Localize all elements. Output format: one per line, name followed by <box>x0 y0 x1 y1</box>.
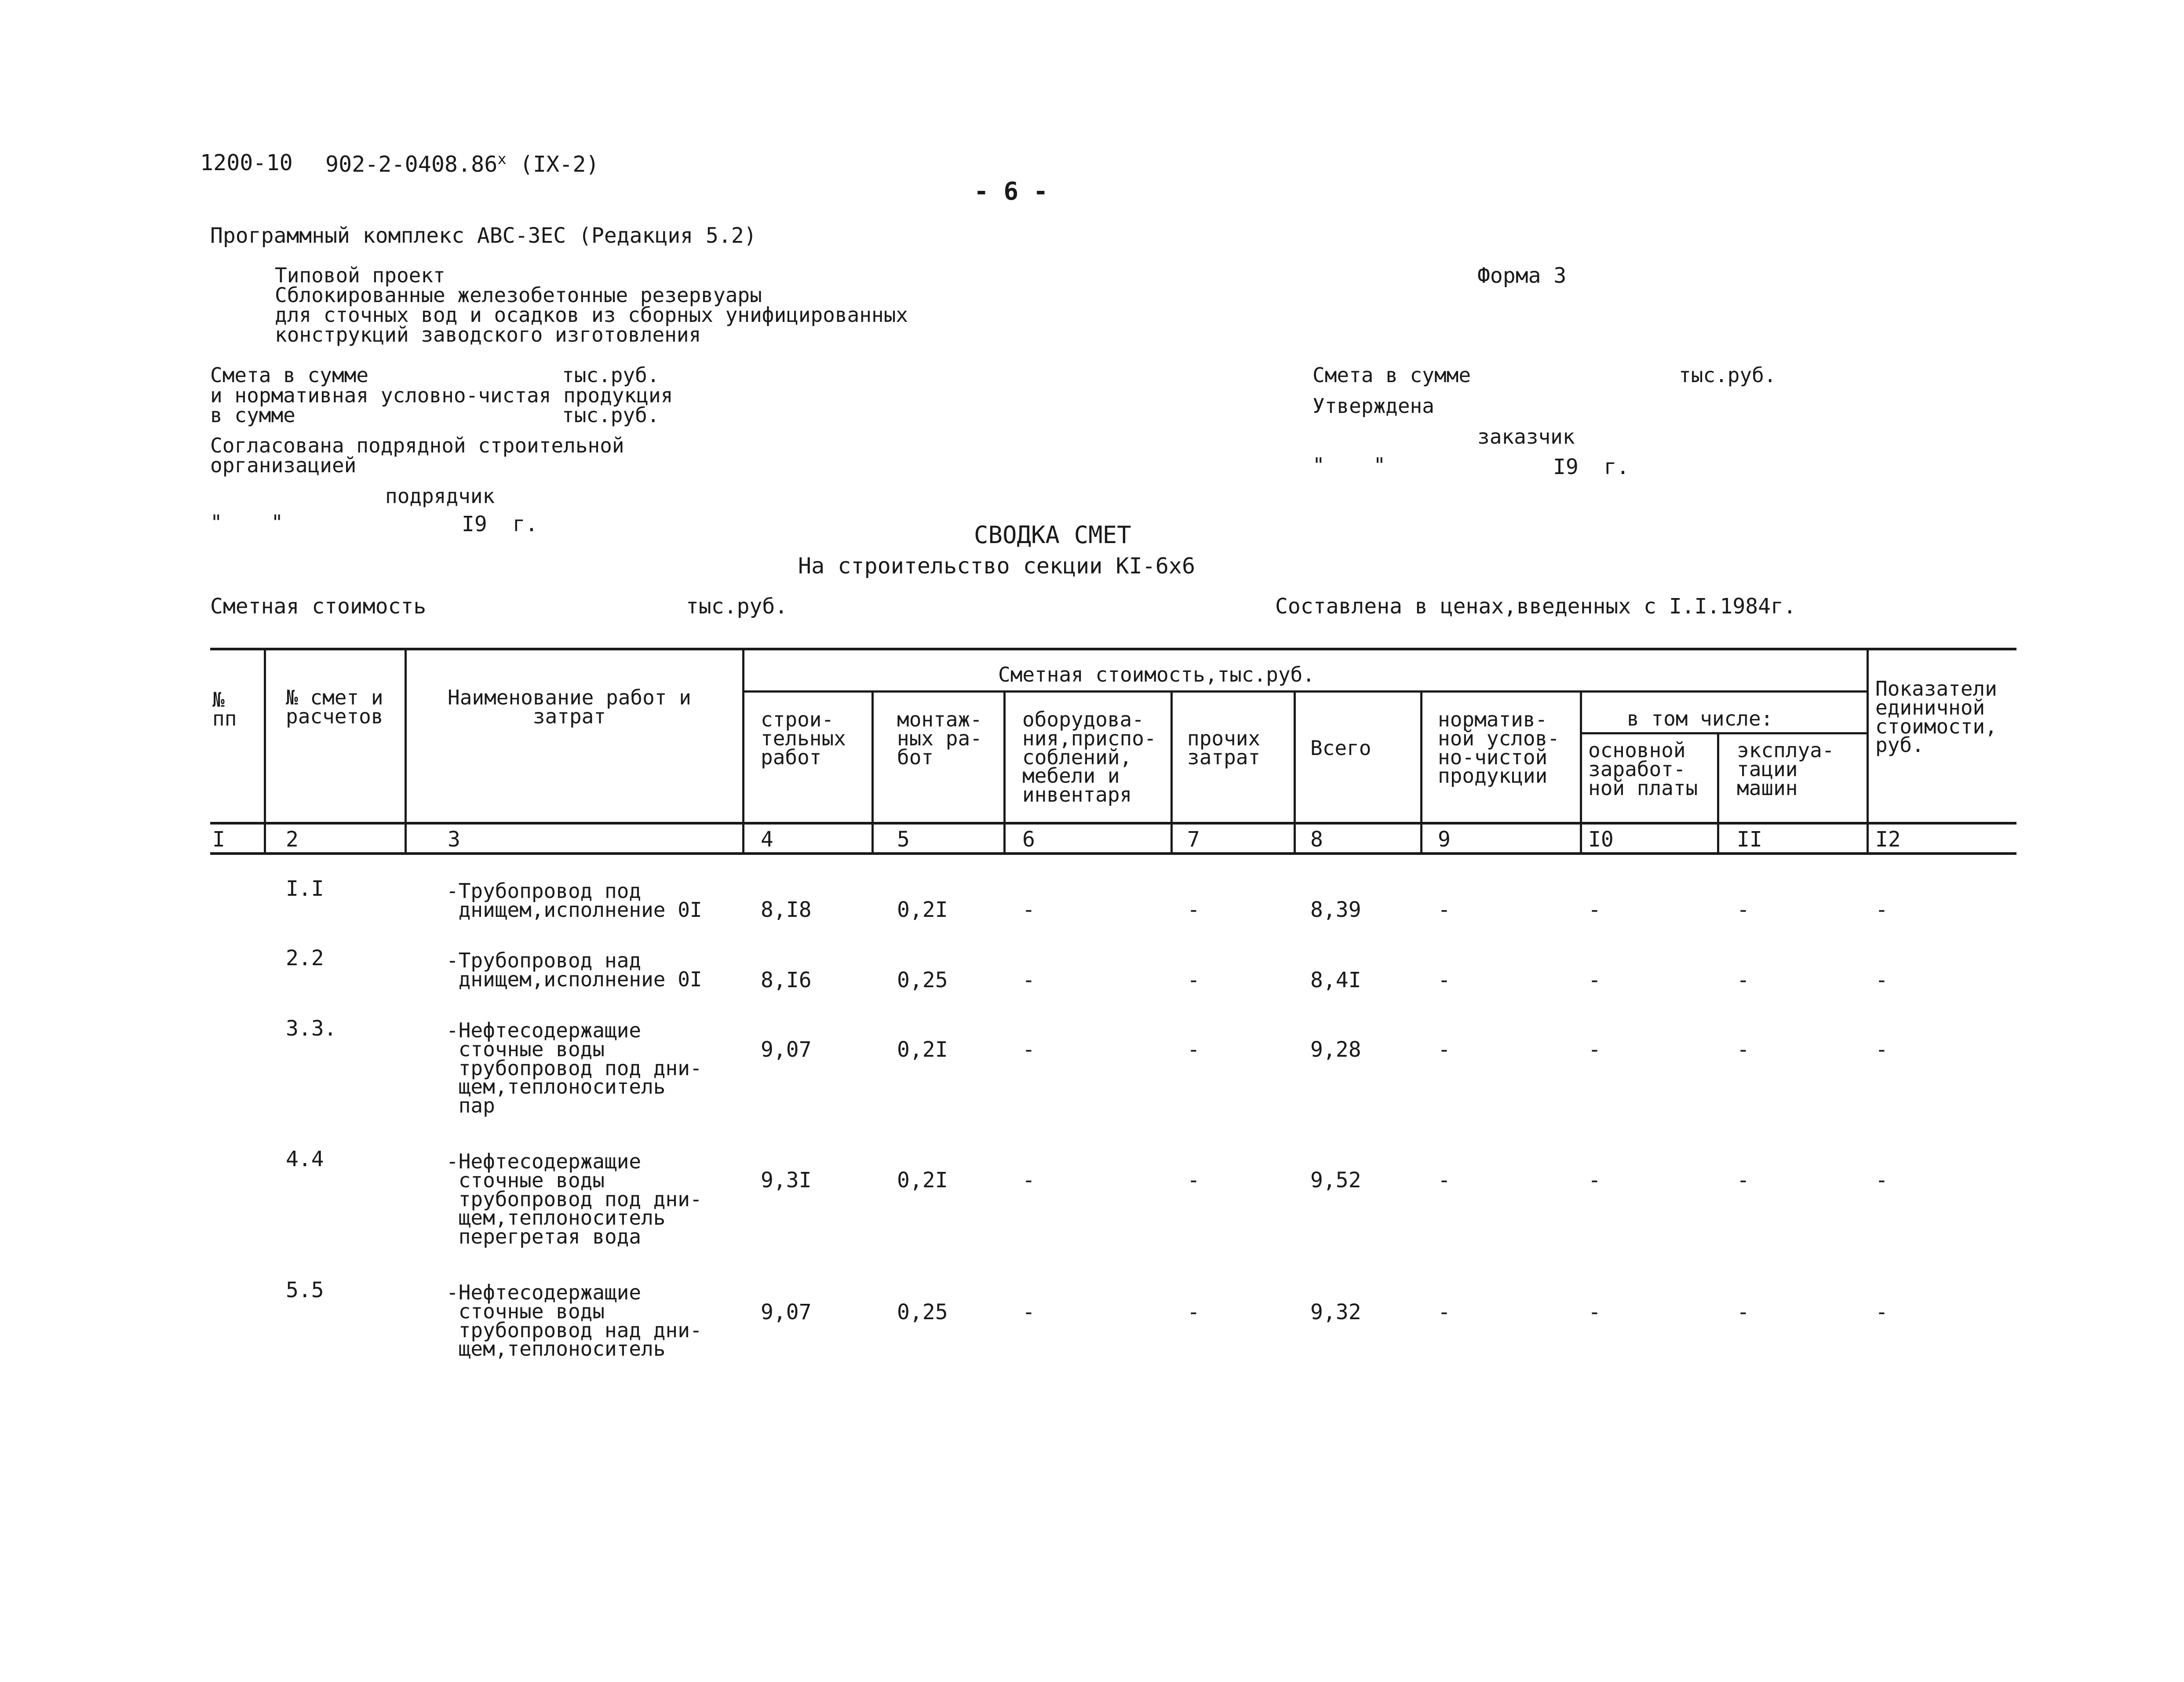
column-number-2: 2 <box>286 827 299 852</box>
col-divider-6 <box>1170 690 1173 854</box>
left-estimate-sum: Смета в сумме <box>210 363 369 387</box>
row-normative-product: - <box>1438 1037 1451 1062</box>
in-sum-unit: тыс.руб. <box>562 403 660 427</box>
left-estimate-unit: тыс.руб. <box>562 363 660 387</box>
page-number: - 6 - <box>974 177 1048 206</box>
group-header-line <box>743 690 1869 693</box>
row-unit-cost-indicators: - <box>1875 1168 1888 1193</box>
row-work-name: -Нефтесодержащие сточные воды трубопровод под дни- щем,теплоноситель перегретая вода <box>446 1149 702 1249</box>
row-equipment-cost: - <box>1022 1037 1035 1062</box>
agreed-line-2: организацией <box>210 453 357 477</box>
row-equipment-cost: - <box>1022 968 1035 992</box>
row-machine-operation: - <box>1737 898 1750 922</box>
doc-code: 902-2-0408.86 <box>325 151 498 177</box>
col-divider-3 <box>742 648 744 854</box>
column-number-9: 9 <box>1438 827 1451 852</box>
header-col-8: Всего <box>1310 736 1371 760</box>
row-unit-cost-indicators: - <box>1875 1300 1888 1324</box>
header-col-4: строи- тельных работ <box>761 708 846 769</box>
column-number-8: 8 <box>1310 827 1323 852</box>
right-date-year: I9 г. <box>1553 455 1630 479</box>
row-number: 4.4 <box>286 1147 324 1171</box>
cost-label: Сметная стоимость <box>210 594 427 619</box>
project-line-1: Типовой проект <box>275 263 445 287</box>
row-base-wages: - <box>1588 898 1601 922</box>
row-construction-cost: 8,I6 <box>761 968 812 992</box>
header-col-5: монтаж- ных ра- бот <box>897 708 982 769</box>
subgroup-header-line <box>1581 732 1869 734</box>
row-other-cost: - <box>1187 1300 1200 1324</box>
document-subtitle: На строительство секции КI-6х6 <box>798 553 1196 579</box>
row-construction-cost: 8,I8 <box>761 898 812 922</box>
row-equipment-cost: - <box>1022 1300 1035 1324</box>
row-base-wages: - <box>1588 968 1601 992</box>
approved-label: Утверждена <box>1313 394 1434 418</box>
column-number-3: 3 <box>448 827 460 852</box>
row-construction-cost: 9,07 <box>761 1300 812 1324</box>
row-number: 2.2 <box>286 946 324 971</box>
col-divider-8 <box>1420 690 1422 854</box>
prices-note: Составлена в ценах,введенных с I.I.1984г. <box>1275 594 1796 619</box>
contractor-label: подрядчик <box>385 484 495 508</box>
row-work-name: -Нефтесодержащие сточные воды трубопровод под дни- щем,теплоноситель пар <box>446 1018 702 1118</box>
document-code <box>325 152 599 175</box>
document-title: СВОДКА СМЕТ <box>974 521 1131 549</box>
column-number-12: I2 <box>1875 827 1901 852</box>
header-col-1: № пп <box>212 688 237 730</box>
doc-part: (IX-2) <box>519 151 599 177</box>
project-line-3: для сточных вод и осадков из сборных унифицированных <box>275 303 908 327</box>
row-other-cost: - <box>1187 1037 1200 1062</box>
row-construction-cost: 9,07 <box>761 1037 812 1062</box>
row-unit-cost-indicators: - <box>1875 1037 1888 1062</box>
sheet-code: 1200-10 <box>200 150 293 175</box>
table-top-border <box>210 648 2016 650</box>
right-estimate-sum: Смета в сумме <box>1313 363 1471 387</box>
right-estimate-unit: тыс.руб. <box>1679 363 1776 387</box>
form-label: Форма 3 <box>1477 263 1567 288</box>
row-installation-cost: 0,2I <box>897 1168 948 1193</box>
row-work-name: -Трубопровод под днищем,исполнение 0I <box>446 879 702 922</box>
col-divider-10 <box>1717 732 1719 854</box>
row-normative-product: - <box>1438 968 1451 992</box>
row-construction-cost: 9,3I <box>761 1168 812 1193</box>
header-col-2: № смет и расчетов <box>286 686 383 728</box>
row-work-name: -Трубопровод над днищем,исполнение 0I <box>446 949 702 991</box>
doc-suffix: x <box>497 150 507 168</box>
row-machine-operation: - <box>1737 1168 1750 1193</box>
row-machine-operation: - <box>1737 1037 1750 1062</box>
column-number-6: 6 <box>1022 827 1035 852</box>
header-subgroup: в том числе: <box>1627 707 1773 730</box>
col-divider-2 <box>405 648 407 854</box>
col-divider-9 <box>1580 690 1582 854</box>
row-equipment-cost: - <box>1022 1168 1035 1193</box>
header-bottom-border <box>210 822 2016 825</box>
header-cost-group: Сметная стоимость,тыс.руб. <box>998 663 1315 686</box>
row-total: 8,4I <box>1310 968 1361 992</box>
row-normative-product: - <box>1438 1168 1451 1193</box>
col-divider-5 <box>1003 690 1006 854</box>
normative-line: и нормативная условно-чистая продукция <box>210 383 673 407</box>
header-col-12: Показатели единичной стоимости, руб. <box>1875 677 1997 757</box>
header-col-11: эксплуа- тации машин <box>1737 738 1834 800</box>
row-number: 3.3. <box>286 1016 337 1041</box>
col-divider-11 <box>1867 648 1869 854</box>
row-total: 9,52 <box>1310 1168 1361 1193</box>
row-equipment-cost: - <box>1022 898 1035 922</box>
row-normative-product: - <box>1438 898 1451 922</box>
row-base-wages: - <box>1588 1300 1601 1324</box>
cost-unit: тыс.руб. <box>686 594 788 619</box>
software-line: Программный комплекс АВС-3ЕС (Редакция 5.2) <box>210 223 757 248</box>
in-sum-label: в сумме <box>210 403 295 427</box>
col-divider-1 <box>264 648 266 854</box>
row-installation-cost: 0,2I <box>897 898 948 922</box>
header-col-9: норматив- ной услов- но-чистой продукции <box>1438 708 1560 788</box>
column-number-7: 7 <box>1187 827 1200 852</box>
right-date-quotes: " " <box>1313 453 1386 477</box>
row-work-name: -Нефтесодержащие сточные воды трубопровод над дни- щем,теплоноситель <box>446 1281 702 1361</box>
row-total: 9,28 <box>1310 1037 1361 1062</box>
row-other-cost: - <box>1187 898 1200 922</box>
row-number: I.I <box>286 876 324 901</box>
row-base-wages: - <box>1588 1037 1601 1062</box>
column-number-11: II <box>1737 827 1762 852</box>
header-col-6: оборудова- ния,приспо- соблений, мебели и инвентаря <box>1022 708 1156 807</box>
row-installation-cost: 0,25 <box>897 968 948 992</box>
header-col-10: основной заработ- ной платы <box>1588 738 1698 800</box>
row-other-cost: - <box>1187 1168 1200 1193</box>
row-machine-operation: - <box>1737 1300 1750 1324</box>
row-total: 9,32 <box>1310 1300 1361 1324</box>
column-numbers-border <box>210 852 2016 855</box>
column-number-5: 5 <box>897 827 910 852</box>
row-installation-cost: 0,25 <box>897 1300 948 1324</box>
project-line-2: Сблокированные железобетонные резервуары <box>275 283 762 307</box>
project-line-4: конструкций заводского изготовления <box>275 323 701 347</box>
row-machine-operation: - <box>1737 968 1750 992</box>
row-base-wages: - <box>1588 1168 1601 1193</box>
row-other-cost: - <box>1187 968 1200 992</box>
customer-label: заказчик <box>1477 425 1575 449</box>
row-unit-cost-indicators: - <box>1875 968 1888 992</box>
col-divider-4 <box>871 690 874 854</box>
row-number: 5.5 <box>286 1278 324 1303</box>
column-number-1: I <box>212 827 225 852</box>
row-unit-cost-indicators: - <box>1875 898 1888 922</box>
agreed-line-1: Согласована подрядной строительной <box>210 434 624 457</box>
column-number-4: 4 <box>761 827 773 852</box>
header-col-7: прочих затрат <box>1187 726 1261 769</box>
col-divider-7 <box>1294 690 1296 854</box>
row-normative-product: - <box>1438 1300 1451 1324</box>
column-number-10: I0 <box>1588 827 1614 852</box>
left-date-year: I9 г. <box>462 512 538 536</box>
row-total: 8,39 <box>1310 898 1361 922</box>
row-installation-cost: 0,2I <box>897 1037 948 1062</box>
left-date-quotes: " " <box>210 511 284 534</box>
header-col-3: Наименование работ и затрат <box>448 686 691 728</box>
